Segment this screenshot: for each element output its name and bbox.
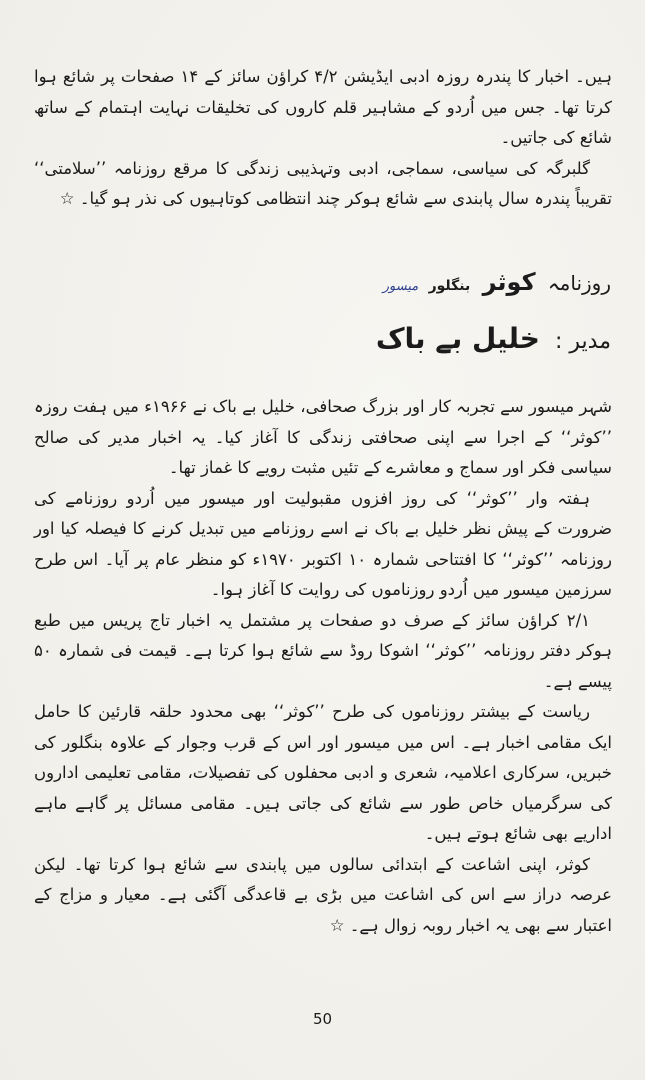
paragraph: شہر میسور سے تجربہ کار اور بزرگ صحافی، خلیل بے باک نے ۱۹۶۶ء میں ہفت روزہ ’’کوثر‘‘ کے اجرا سے اپنی صحافتی زندگی کا آغاز کیا۔ یہ اخبار مدیر کی صالح سیاسی فکر اور سماج و معاشرے کے تئیں مثبت رویے کا غماز تھا۔ (34, 397, 612, 477)
page-number: 50 (312, 1010, 333, 1028)
paragraph: ۲/۱ کراؤن سائز کے صرف دو صفحات پر مشتمل یہ اخبار تاج پریس میں طبع ہوکر دفتر روزنامہ ’’کوثر‘‘ اشوکا روڈ سے شائع ہوا کرتا ہے۔ قیمت فی شمارہ ۵۰ پیسے ہے۔ (34, 610, 612, 691)
text-block-bottom (34, 392, 612, 941)
paragraph: ریاست کے بیشتر روزناموں کی طرح ’’کوثر‘‘ بھی محدود حلقہ قارئین کا حامل ایک مقامی اخبار ہے۔ اس میں میسور اور اس کے قرب وجوار کے علاوہ بنگلور کی خبریں، سرکاری اعلامیہ، شعری و ادبی محفلوں کی تفصیلات، مقامی تعلیمی اداروں کی سرگرمیاں خاص طور سے شائع کی جاتی ہیں۔ مقامی مسائل پر گاہے ماہے اداریے بھی شائع ہوتے ہیں۔ (34, 702, 612, 843)
editor-name: خلیل بے باک (375, 322, 540, 355)
paragraph: گلبرگہ کی سیاسی، سماجی، ادبی وتہذیبی زندگی کا مرقع روزنامہ ’’سلامتی‘‘ تقریباً پندرہ سال پابندی سے شائع ہوکر چند انتظامی کوتاہیوں کی نذر ہو گیا۔ ☆ (34, 158, 612, 208)
heading-name: کوثر (482, 268, 536, 296)
editor-heading (376, 322, 611, 355)
heading-place: بنگلور (428, 278, 471, 294)
paragraph: کوثر، اپنی اشاعت کے ابتدائی سالوں میں پابندی سے شائع ہوا کرتا تھا۔ لیکن عرصہ دراز سے اس کی اشاعت میں بڑی بے قاعدگی آگئی ہے۔ معیار و مزاج کے اعتبار سے بھی یہ اخبار روبہ زوال ہے۔ ☆ (34, 854, 612, 935)
editor-label: مدیر : (555, 329, 611, 354)
paragraph: ہفتہ وار ’’کوثر‘‘ کی روز افزوں مقبولیت اور میسور میں اُردو روزنامے کی ضرورت کے پیش نظر خلیل بے باک نے اسے روزنامے میں تبدیل کرنے کا فیصلہ کیا اور روزنامہ ’’کوثر‘‘ کا افتتاحی شمارہ ۱۰ اکتوبر ۱۹۷۰ء کو منظر عام پر آیا۔ اس طرح سرزمین میسور میں اُردو روزناموں کی روایت کا آغاز ہوا۔ (34, 488, 612, 599)
handwritten-note: میسور (382, 279, 419, 294)
newspaper-heading (383, 268, 611, 296)
text-block-top (34, 62, 612, 215)
paragraph: ہیں۔ اخبار کا پندرہ روزہ ادبی ایڈیشن ۴/۲ کراؤن سائز کے ۱۴ صفحات پر شائع ہوا کرتا تھا۔ جس میں اُردو کے مشاہیر قلم کاروں کی تخلیقات نہایت اہتمام کے ساتھ شائع کی جاتیں۔ (34, 67, 612, 147)
heading-prefix: روزنامہ (547, 271, 611, 295)
